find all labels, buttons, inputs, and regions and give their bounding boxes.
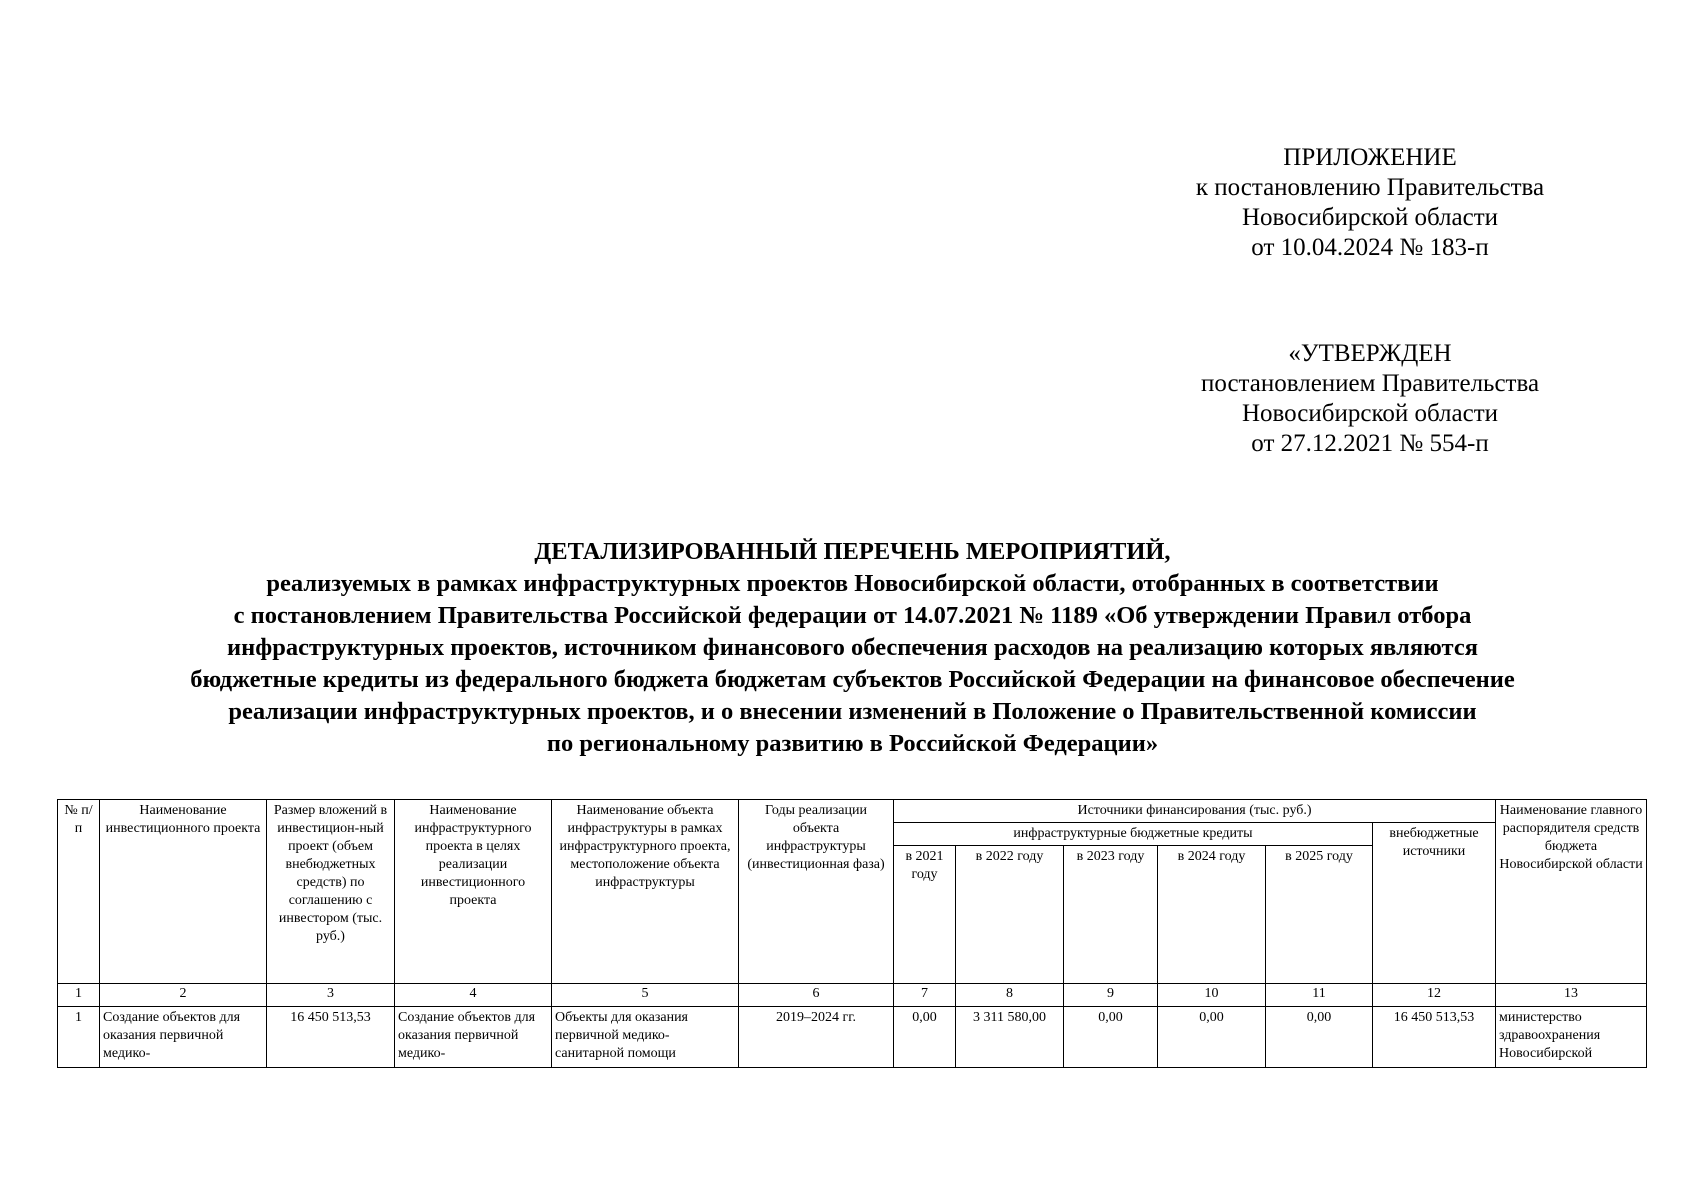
title-line: с постановлением Правительства Российской федерации от 14.07.2021 № 1189 «Об утверждении Правил отбора <box>233 602 1472 629</box>
header-extrabudget: внебюджетные источники <box>1373 823 1496 984</box>
column-number: 6 <box>739 984 894 1007</box>
appendix-line: к постановлению Правительства <box>1195 174 1545 201</box>
header-num: № п/п <box>58 800 100 984</box>
cell-infra-object-name: Объекты для оказания первичной медико-санитарной помощи <box>552 1007 739 1068</box>
column-number: 8 <box>956 984 1064 1007</box>
header-budget-credits: инфраструктурные бюджетные кредиты <box>894 823 1373 846</box>
header-project-name: Наименование инвестиционного проекта <box>100 800 267 984</box>
header-investment-size: Размер вложений в инвестицион-ный проект (объем внебюджетных средств) по соглашению с инвестором (тыс. руб.) <box>267 800 395 984</box>
title-line: ДЕТАЛИЗИРОВАННЫЙ ПЕРЕЧЕНЬ МЕРОПРИЯТИЙ, <box>534 538 1171 565</box>
header-year-2024: в 2024 году <box>1158 846 1266 984</box>
approval-heading: «УТВЕРЖДЕН <box>1288 340 1452 367</box>
approval-line: Новосибирской области <box>1241 400 1499 427</box>
cell-extrabudget: 16 450 513,53 <box>1373 1007 1496 1068</box>
column-number: 13 <box>1496 984 1647 1007</box>
appendix-date-number: от 10.04.2024 № 183-п <box>1251 234 1489 261</box>
column-number: 4 <box>395 984 552 1007</box>
header-year-2021: в 2021 году <box>894 846 956 984</box>
appendix-heading: ПРИЛОЖЕНИЕ <box>1283 144 1457 171</box>
header-year-2023: в 2023 году <box>1064 846 1158 984</box>
header-funding-sources: Источники финансирования (тыс. руб.) <box>894 800 1496 823</box>
column-number: 2 <box>100 984 267 1007</box>
header-years: Годы реализации объекта инфраструктуры (инвестиционная фаза) <box>739 800 894 984</box>
column-number: 10 <box>1158 984 1266 1007</box>
approval-date-number: от 27.12.2021 № 554-п <box>1251 430 1489 457</box>
header-budget-manager: Наименование главного распорядителя средств бюджета Новосибирской области <box>1496 800 1647 984</box>
title-line: инфраструктурных проектов, источником финансового обеспечения расходов на реализацию которых являются <box>227 634 1478 661</box>
header-infra-object-name: Наименование объекта инфраструктуры в рамках инфраструктурного проекта, местоположение объекта инфраструктуры <box>552 800 739 984</box>
header-year-2025: в 2025 году <box>1266 846 1373 984</box>
table-row <box>58 1007 1647 1068</box>
approval-line: постановлением Правительства <box>1200 370 1540 397</box>
cell-2022: 3 311 580,00 <box>956 1007 1064 1068</box>
document-title <box>60 536 1645 760</box>
cell-2024: 0,00 <box>1158 1007 1266 1068</box>
cell-2025: 0,00 <box>1266 1007 1373 1068</box>
approval-block <box>1160 339 1580 459</box>
cell-budget-manager: министерство здравоохранения Новосибирской <box>1496 1007 1647 1068</box>
cell-years: 2019–2024 гг. <box>739 1007 894 1068</box>
column-number-row <box>58 984 1647 1007</box>
title-line: бюджетные кредиты из федерального бюджета бюджетам субъектов Российской Федерации на финансовое обеспечение <box>190 666 1515 693</box>
cell-infra-project-name: Создание объектов для оказания первичной медико- <box>395 1007 552 1068</box>
column-number: 7 <box>894 984 956 1007</box>
column-number: 5 <box>552 984 739 1007</box>
appendix-line: Новосибирской области <box>1241 204 1499 231</box>
header-year-2022: в 2022 году <box>956 846 1064 984</box>
title-line: реализуемых в рамках инфраструктурных проектов Новосибирской области, отобранных в соответствии <box>266 570 1439 597</box>
cell-2023: 0,00 <box>1064 1007 1158 1068</box>
column-number: 9 <box>1064 984 1158 1007</box>
cell-num: 1 <box>58 1007 100 1068</box>
title-line: реализации инфраструктурных проектов, и о внесении изменений в Положение о Правительственной комиссии <box>228 698 1477 725</box>
cell-project-name: Создание объектов для оказания первичной медико- <box>100 1007 267 1068</box>
appendix-block <box>1160 143 1580 263</box>
header-row <box>58 800 1647 823</box>
column-number: 11 <box>1266 984 1373 1007</box>
header-infra-project-name: Наименование инфраструктурного проекта в целях реализации инвестиционного проекта <box>395 800 552 984</box>
column-number: 1 <box>58 984 100 1007</box>
column-number: 3 <box>267 984 395 1007</box>
measures-table <box>57 799 1647 1068</box>
title-line: по региональному развитию в Российской Федерации» <box>546 730 1159 757</box>
cell-investment-size: 16 450 513,53 <box>267 1007 395 1068</box>
column-number: 12 <box>1373 984 1496 1007</box>
cell-2021: 0,00 <box>894 1007 956 1068</box>
